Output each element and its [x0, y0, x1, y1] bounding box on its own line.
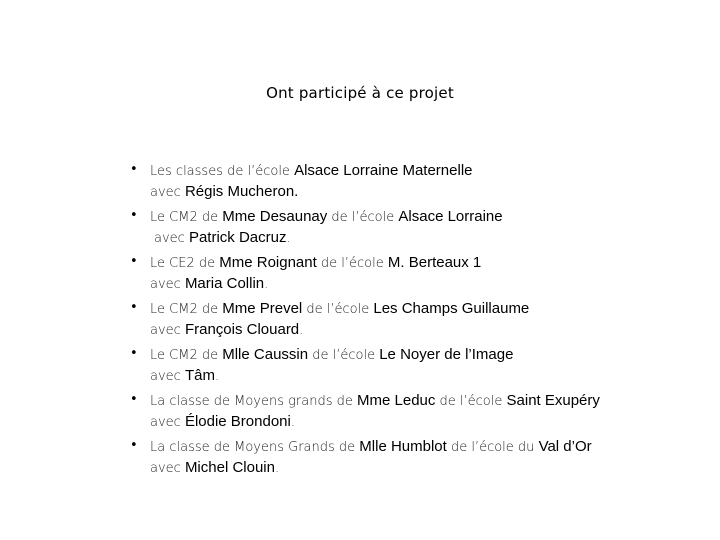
list-item: [130, 252, 710, 294]
item-class-line: [150, 298, 710, 319]
item-class-line: [150, 436, 710, 457]
page-title: Ont participé à ce projet: [266, 84, 454, 102]
label-text: Le CM2 de: [150, 302, 223, 317]
name-text: François Clouard: [184, 321, 300, 338]
name-text: Mme Prevel: [222, 300, 303, 317]
item-class-line: [150, 252, 710, 273]
name-text: Tâm: [184, 367, 215, 384]
name-text: Élodie Brondoni: [184, 413, 291, 430]
list-item: [130, 160, 710, 202]
label-text: Le CM2 de: [150, 210, 223, 225]
name-text: Mlle Humblot: [359, 438, 447, 455]
list-item: [130, 390, 710, 432]
label-text: La classe de Moyens Grands de: [150, 440, 360, 455]
label-text: avec: [150, 461, 185, 476]
name-text: Le Noyer de l’Image: [379, 346, 514, 363]
label-text: .: [214, 369, 220, 384]
label-text: Le CE2 de: [150, 256, 220, 271]
bullet-icon: •: [130, 346, 138, 361]
name-text: Saint Exupéry: [506, 392, 600, 409]
bullet-icon: •: [130, 254, 138, 269]
name-text: Maria Collin: [184, 275, 265, 292]
label-text: La classe de Moyens grands de: [150, 394, 358, 409]
name-text: Mme Roignant: [219, 254, 317, 271]
item-artist-line: [150, 273, 710, 294]
label-text: .: [286, 231, 291, 246]
name-text: Alsace Lorraine: [398, 208, 503, 225]
item-class-line: [150, 390, 710, 411]
item-artist-line: [150, 365, 710, 386]
name-text: Mme Desaunay: [222, 208, 328, 225]
bullet-icon: •: [130, 438, 138, 453]
list-item: [130, 298, 710, 340]
name-text: Patrick Dacruz: [188, 229, 287, 246]
name-text: Régis Mucheron.: [184, 183, 299, 200]
label-text: de l’école: [308, 348, 380, 363]
label-text: de l’école: [302, 302, 374, 317]
label-text: de l’école: [327, 210, 399, 225]
label-text: avec: [154, 231, 189, 246]
label-text: .: [274, 461, 280, 476]
label-text: avec: [150, 323, 185, 338]
name-text: Mlle Caussin: [222, 346, 309, 363]
name-text: Les Champs Guillaume: [373, 300, 530, 317]
label-text: avec: [150, 415, 185, 430]
item-artist-line: [150, 411, 710, 432]
item-artist-line: [150, 181, 710, 202]
list-item: [130, 436, 710, 478]
label-text: .: [299, 323, 304, 338]
label-text: avec: [150, 277, 185, 292]
list-item: [130, 206, 710, 248]
item-class-line: [150, 206, 710, 227]
item-class-line: [150, 344, 710, 365]
name-text: Alsace Lorraine Maternelle: [294, 162, 473, 179]
bullet-icon: •: [130, 300, 138, 315]
item-artist-line: [150, 457, 710, 478]
item-artist-line: [150, 227, 710, 248]
item-artist-line: [150, 319, 710, 340]
name-text: M. Berteaux 1: [387, 254, 482, 271]
name-text: Mme Leduc: [357, 392, 436, 409]
label-text: avec: [150, 185, 185, 200]
label-text: Les classes de l’école: [150, 164, 295, 179]
bullet-icon: •: [130, 208, 138, 223]
name-text: Val d’Or: [538, 438, 592, 455]
label-text: de l’école: [316, 256, 388, 271]
label-text: Le CM2 de: [150, 348, 223, 363]
name-text: Michel Clouin: [184, 459, 275, 476]
list-item: [130, 344, 710, 386]
item-class-line: [150, 160, 710, 181]
bullet-icon: •: [130, 392, 138, 407]
label-text: de l’école: [435, 394, 507, 409]
label-text: .: [264, 277, 269, 292]
label-text: .: [290, 415, 295, 430]
label-text: avec: [150, 369, 185, 384]
bullet-icon: •: [130, 162, 138, 177]
participants-list: [130, 160, 710, 482]
label-text: de l’école du: [446, 440, 539, 455]
